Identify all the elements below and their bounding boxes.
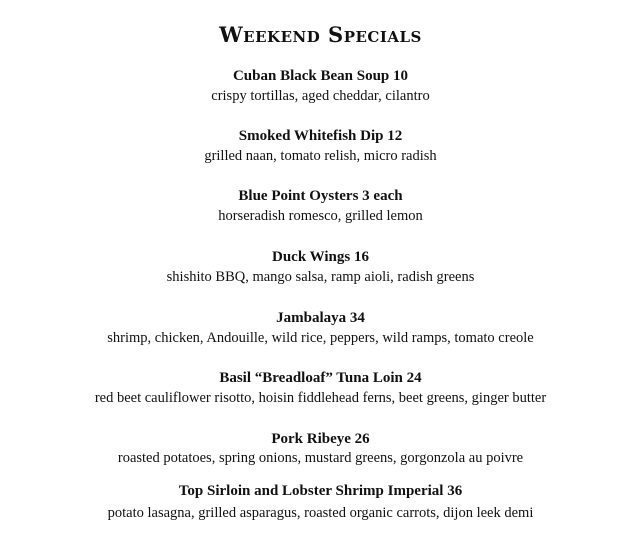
menu-title: Weekend Specials: [219, 22, 422, 47]
menu-item-name: Basil “Breadloaf” Tuna Loin 24: [219, 370, 422, 386]
menu-item: [0, 126, 641, 166]
menu-item: [0, 481, 641, 523]
menu-item-description: roasted potatoes, spring onions, mustard greens, gorgonzola au poivre: [117, 450, 524, 466]
menu-item-name: Cuban Black Bean Soup 10: [232, 68, 409, 84]
menu-item-description: grilled naan, tomato relish, micro radish: [204, 148, 437, 164]
menu-item: [0, 368, 641, 408]
menu-item-name: Smoked Whitefish Dip 12: [238, 128, 403, 144]
menu-item: [0, 247, 641, 287]
menu-item-description: shishito BBQ, mango salsa, ramp aioli, radish greens: [166, 269, 475, 285]
menu-item-description: potato lasagna, grilled asparagus, roasted organic carrots, dijon leek demi: [107, 505, 534, 521]
menu-item-name: Blue Point Oysters 3 each: [238, 188, 403, 204]
menu-item-name: Jambalaya 34: [276, 310, 365, 326]
menu-item: [0, 186, 641, 226]
menu-item-description: horseradish romesco, grilled lemon: [218, 208, 423, 224]
menu-item-name: Pork Ribeye 26: [271, 431, 370, 447]
menu-item-name: Duck Wings 16: [272, 249, 369, 265]
menu-item-description: crispy tortillas, aged cheddar, cilantro: [211, 88, 430, 104]
menu-item-description: shrimp, chicken, Andouille, wild rice, peppers, wild ramps, tomato creole: [107, 330, 534, 346]
menu-item: [0, 308, 641, 348]
menu-item-name: Top Sirloin and Lobster Shrimp Imperial 36: [178, 483, 463, 499]
menu-item-description: red beet cauliflower risotto, hoisin fiddlehead ferns, beet greens, ginger butter: [94, 390, 547, 406]
menu-item: [0, 66, 641, 106]
menu-item: [0, 429, 641, 467]
